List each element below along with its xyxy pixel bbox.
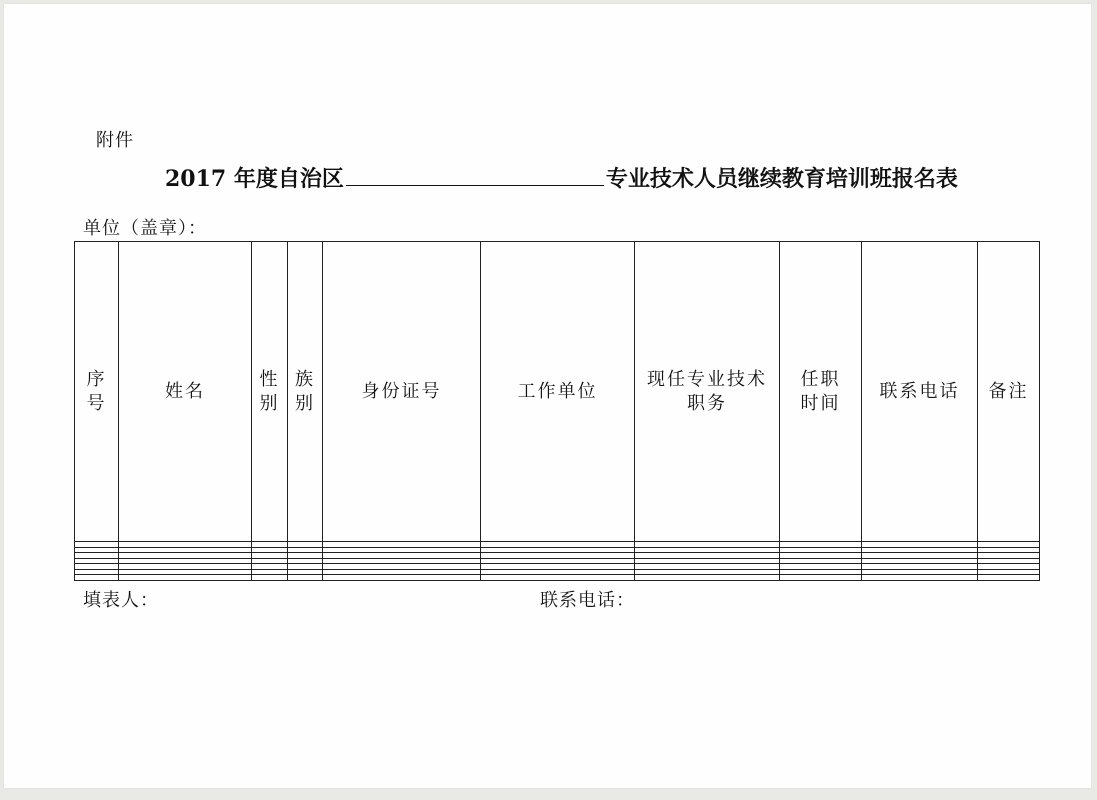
- table-cell[interactable]: [252, 575, 288, 581]
- table-cell[interactable]: [780, 575, 862, 581]
- table-header-row: [75, 242, 1040, 542]
- table-cell[interactable]: [119, 575, 252, 581]
- header-cell-remarks: 备注: [978, 242, 1040, 542]
- header-cell-id-number: 身份证号: [323, 242, 481, 542]
- table-cell[interactable]: [323, 575, 481, 581]
- header-cell-gender: 性 别: [252, 242, 288, 542]
- unit-seal-label: 单位（盖章）：: [83, 218, 207, 239]
- attachment-label: 附件: [96, 130, 134, 151]
- header-cell-position: 现任专业技术 职务: [635, 242, 780, 542]
- table-body: [75, 542, 1040, 581]
- form-title: [165, 162, 958, 193]
- header-cell-phone: 联系电话: [862, 242, 978, 542]
- document-page: [4, 4, 1091, 788]
- table-cell[interactable]: [635, 575, 780, 581]
- header-cell-ethnicity: 族 别: [288, 242, 323, 542]
- header-cell-seq: 序 号: [75, 242, 119, 542]
- table-cell[interactable]: [481, 575, 635, 581]
- table-cell[interactable]: [978, 575, 1040, 581]
- registration-table: [74, 241, 1040, 581]
- contact-phone-label: 联系电话：: [540, 590, 635, 611]
- table-row: [75, 575, 1040, 581]
- title-blank-line[interactable]: [346, 163, 604, 186]
- table-cell[interactable]: [862, 575, 978, 581]
- filler-label: 填表人：: [83, 590, 159, 611]
- title-suffix: 专业技术人员继续教育培训班报名表: [605, 166, 958, 192]
- table-cell[interactable]: [75, 575, 119, 581]
- title-prefix: 2017 年度自治区: [165, 166, 344, 192]
- header-cell-tenure: 任职 时间: [780, 242, 862, 542]
- table-cell[interactable]: [288, 575, 323, 581]
- header-cell-name: 姓名: [119, 242, 252, 542]
- header-cell-employer: 工作单位: [481, 242, 635, 542]
